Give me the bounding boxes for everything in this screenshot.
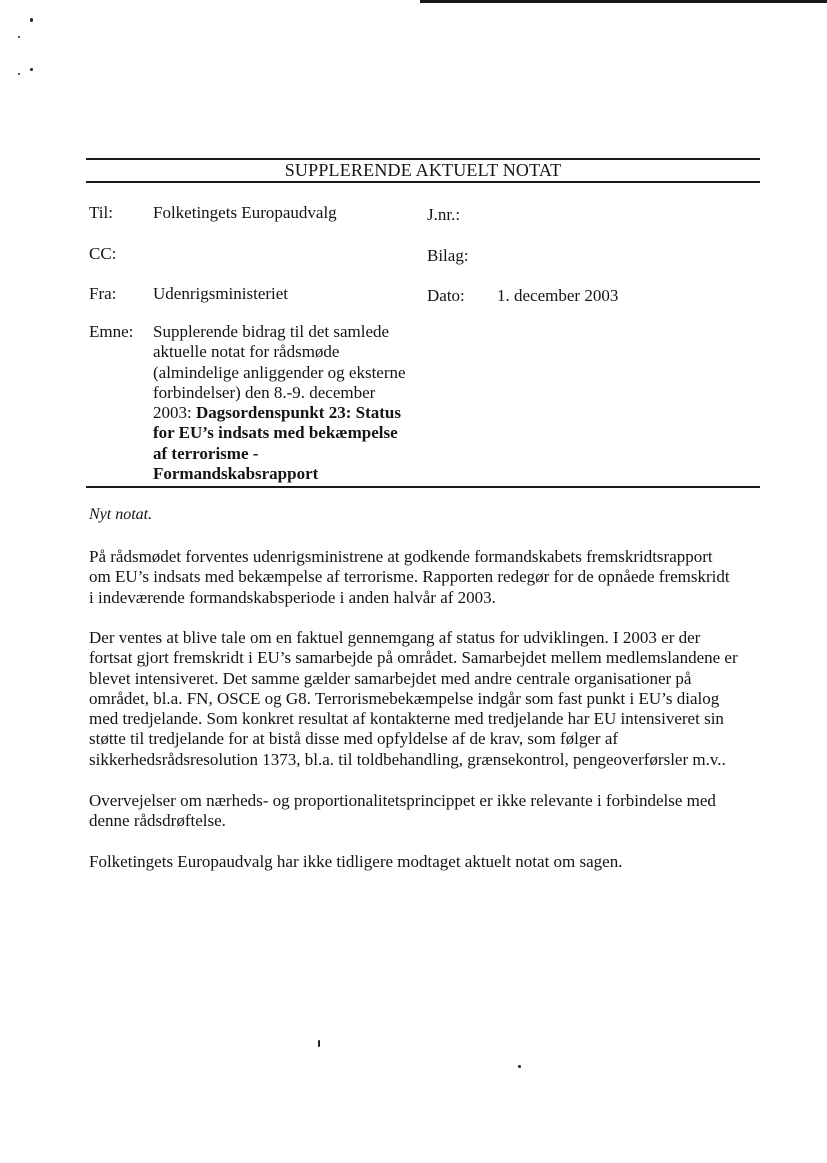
paragraph-line: Folketingets Europaudvalg har ikke tidligere modtaget aktuelt notat om sagen. <box>89 852 623 871</box>
fra-value: Udenrigsministeriet <box>153 284 289 303</box>
paragraph-line: denne rådsdrøftelse. <box>89 811 226 831</box>
new-note-label: Nyt notat. <box>89 506 153 523</box>
body-paragraph <box>89 547 769 608</box>
fra-label: Fra: <box>89 284 117 303</box>
paragraph-line: Der ventes at blive tale om en faktuel gennemgang af status for udviklingen. I 2003 er der <box>89 628 701 647</box>
paragraph-line: blevet intensiveret. Det samme gælder samarbejdet med andre centrale organisationer på <box>89 668 692 688</box>
document-title: SUPPLERENDE AKTUELT NOTAT <box>284 160 562 180</box>
subject-line-bold: Formandskabsrapport <box>153 464 319 484</box>
paragraph-line: Overvejelser om nærheds- og proportionalitetsprincippet er ikke relevante i forbindelse med <box>89 791 716 810</box>
dato-label: Dato: <box>427 286 465 305</box>
til-label: Til: <box>89 203 113 222</box>
subject-line-prefix: 2003: <box>153 403 196 423</box>
subject-line: forbindelser) den 8.-9. december <box>153 382 376 402</box>
paragraph-line: området, bl.a. FN, OSCE og G8. Terrorismebekæmpelse indgår som fast punkt i EU’s dialog <box>89 688 720 708</box>
emne-label: Emne: <box>89 322 134 341</box>
paragraph-line: støtte til tredjelande for at bistå disse med opfyldelse af de krav, som følger af <box>89 729 619 749</box>
bilag-label: Bilag: <box>427 246 469 265</box>
subject-line: (almindelige anliggender og eksterne <box>153 362 406 382</box>
body-paragraph <box>89 791 769 832</box>
header-bottom-rule <box>86 486 760 488</box>
subject-line: aktuelle notat for rådsmøde <box>153 342 340 362</box>
paragraph-line: i indeværende formandskabsperiode i anden halvår af 2003. <box>89 587 496 607</box>
dato-value: 1. december 2003 <box>497 286 619 305</box>
subject-line: Supplerende bidrag til det samlede <box>153 322 390 341</box>
paragraph-line: På rådsmødet forventes udenrigsministrene at godkende formandskabets fremskridtsrapport <box>89 547 713 566</box>
scan-speck <box>518 1065 521 1068</box>
til-value: Folketingets Europaudvalg <box>153 203 337 222</box>
body-paragraph <box>89 628 769 770</box>
paragraph-line: sikkerhedsrådsresolution 1373, bl.a. til toldbehandling, grænsekontrol, pengeoverførsler m.v.. <box>89 749 726 769</box>
subject-agenda-item: Dagsordenspunkt 23: Status <box>195 403 401 423</box>
paragraph-line: fortsat gjort fremskridt i EU’s samarbejde på området. Samarbejdet mellem medlemslandene er <box>89 648 738 668</box>
scan-edge-artifact <box>420 0 827 3</box>
scan-speck <box>30 68 33 71</box>
jnr-label: J.nr.: <box>427 205 461 224</box>
scan-speck <box>18 36 20 38</box>
cc-label: CC: <box>89 244 117 263</box>
subject-line-bold: af terrorisme - <box>153 443 259 463</box>
title-bottom-rule <box>86 181 760 183</box>
body-paragraph <box>89 852 769 872</box>
scan-speck <box>30 18 33 22</box>
paragraph-line: om EU’s indsats med bekæmpelse af terrorisme. Rapporten redegør for de opnåede fremskridt <box>89 567 730 587</box>
subject-line <box>153 403 423 423</box>
scan-speck <box>318 1040 320 1047</box>
paragraph-line: med tredjelande. Som konkret resultat af kontakterne med tredjelande har EU intensiveret sin <box>89 709 724 729</box>
scan-speck <box>18 73 20 75</box>
subject-line-bold: for EU’s indsats med bekæmpelse <box>153 423 398 443</box>
subject-text <box>153 322 423 484</box>
